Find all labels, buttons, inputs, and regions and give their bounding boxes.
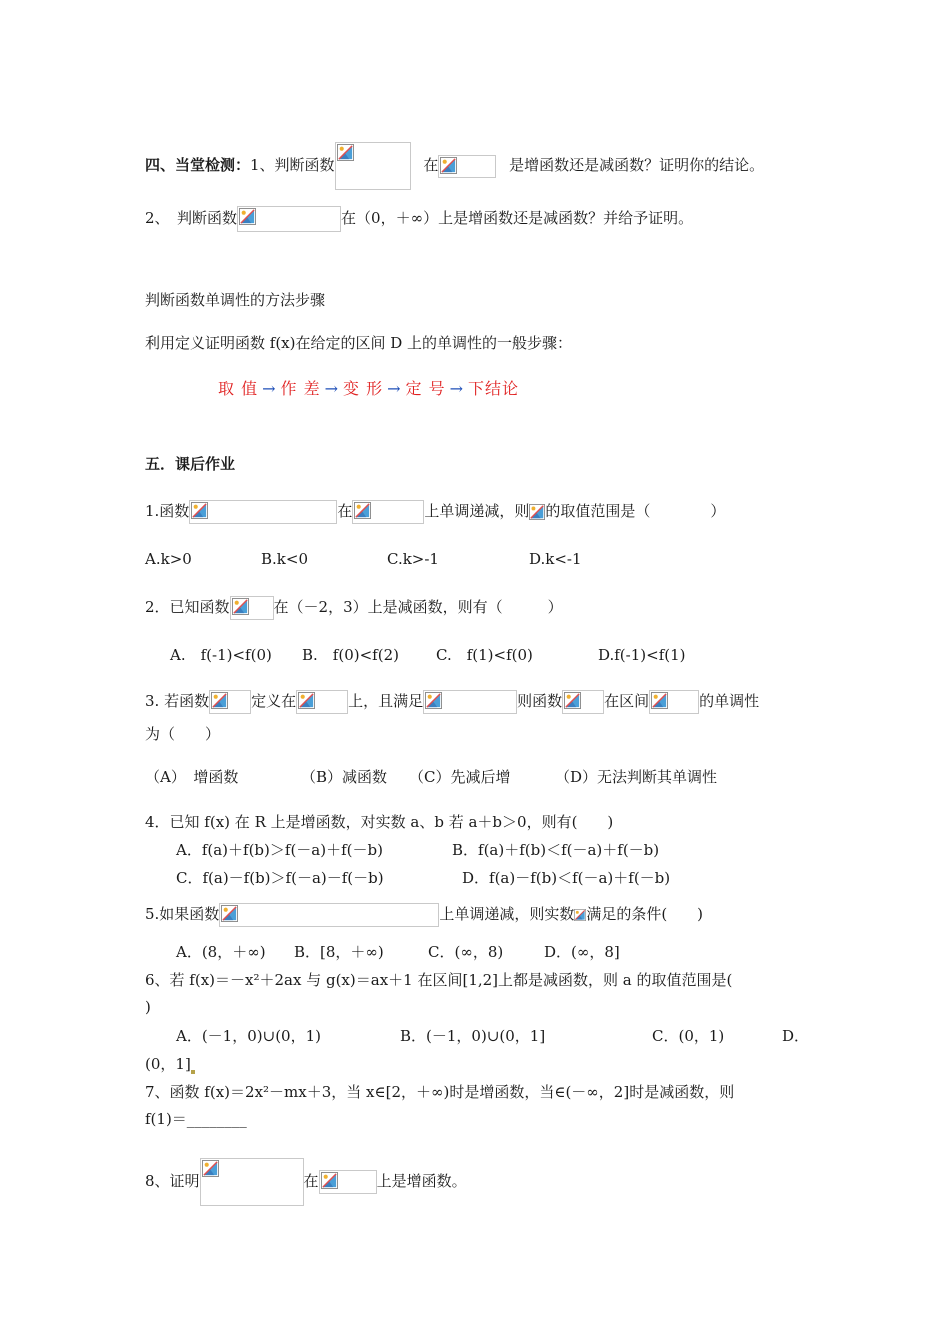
arrow-icon: → — [387, 379, 402, 398]
hw-q2-post: 在（－2，3）上是减函数，则有（ ） — [273, 598, 563, 616]
hw-q5 — [145, 903, 703, 927]
hw-q3-b: 上，且满足 — [348, 692, 424, 710]
interval-image — [296, 690, 348, 714]
option-c: C．(∞，8) — [428, 943, 504, 961]
option-b: （B）减函数 — [301, 768, 388, 786]
option-b: B．(－1，0)∪(0，1] — [400, 1027, 546, 1045]
method-desc: 利用定义证明函数 f(x)在给定的区间 D 上的单调性的一般步骤： — [145, 334, 573, 352]
hw-q3-e: 的单调性 — [699, 692, 760, 710]
option-d: D．(∞，8] — [544, 943, 620, 961]
condition-image — [423, 690, 517, 714]
hw-q3-line2: 为（ ） — [145, 725, 221, 743]
hw-q8-pre: 8、证明 — [145, 1172, 200, 1190]
formula-image — [209, 690, 251, 714]
step-3: 变 形 — [343, 379, 384, 398]
q2-post: 在（0，＋∞）上是增函数还是减函数？并给予证明。 — [341, 209, 694, 227]
broken-image-icon — [337, 144, 354, 161]
q2-pre: 2、 判断函数 — [145, 209, 238, 227]
hw-q3-d: 在区间 — [604, 692, 650, 710]
option-b: B.k<0 — [261, 550, 308, 568]
broken-image-icon — [232, 598, 249, 615]
hw-q3-pre: 3. 若函数 — [145, 692, 210, 710]
formula-image — [335, 142, 411, 190]
option-c: C．(0，1) — [652, 1027, 725, 1045]
broken-image-icon — [202, 1160, 219, 1177]
hw-q8-post: 上是增函数。 — [376, 1172, 467, 1190]
arrow-icon: → — [449, 379, 464, 398]
step-5: 下结论 — [468, 379, 520, 398]
broken-image-icon — [425, 692, 442, 709]
hw-q2 — [145, 596, 563, 620]
option-d: （D）无法判断其单调性 — [555, 768, 718, 786]
option-b: B．[8，＋∞) — [294, 943, 384, 961]
hw-q3-a: 定义在 — [251, 692, 297, 710]
section4-q1 — [145, 142, 764, 190]
hw-q2-pre: 2．已知函数 — [145, 598, 230, 616]
q1-pre: 1、判断函数 — [250, 156, 335, 174]
broken-image-icon — [321, 1172, 338, 1189]
option-a: （A） 增函数 — [145, 768, 239, 786]
hw-q5-post2: 满足的条件( ) — [586, 905, 704, 923]
hw-q1-mid: 在 — [337, 502, 353, 520]
hw-q6: 6、若 f(x)＝－x²＋2ax 与 g(x)＝ax＋1 在区间[1,2]上都是减函数，则 a 的取值范围是( — [145, 971, 733, 989]
option-a: A．f(a)＋f(b)＞f(－a)＋f(－b) — [176, 841, 383, 859]
option-c: C．f(a)－f(b)＞f(－a)－f(－b) — [176, 869, 384, 887]
q1-post: 是增函数还是减函数？证明你的结论。 — [509, 156, 765, 174]
option-c: （C）先减后增 — [409, 768, 511, 786]
broken-image-icon — [221, 905, 238, 922]
interval-image — [319, 1170, 377, 1194]
hw-q6-line4 — [145, 1054, 195, 1074]
hw-q7: 7、函数 f(x)＝2x²－mx＋3，当 x∈[2，＋∞)时是增函数，当∈(－∞，2]时是减函数，则 — [145, 1083, 735, 1101]
hw-q7-line2: f(1)＝________ — [145, 1110, 247, 1128]
section4-title: 四、当堂检测： — [145, 156, 251, 174]
formula-image — [230, 596, 274, 620]
interval-image — [352, 500, 424, 524]
method-heading: 判断函数单调性的方法步骤 — [145, 291, 326, 309]
broken-image-icon — [440, 157, 457, 174]
hw-q3-c: 则函数 — [517, 692, 563, 710]
formula-image — [189, 500, 337, 524]
option-d: D．f(a)－f(b)＜f(－a)＋f(－b) — [462, 869, 671, 887]
step-4: 定 号 — [405, 379, 446, 398]
formula-image — [200, 1158, 304, 1206]
hw-q8 — [145, 1158, 467, 1206]
hw-q1-options — [145, 549, 582, 569]
hw-q1-pre: 1.函数 — [145, 502, 190, 520]
marker-dot — [191, 1070, 195, 1074]
q1-mid: 在 — [423, 156, 439, 174]
option-a: A．(－1，0)∪(0，1) — [176, 1027, 321, 1045]
hw-q6-options — [176, 1026, 809, 1046]
broken-image-icon — [211, 692, 228, 709]
option-c: C.k>-1 — [387, 550, 439, 568]
step-1: 取 值 — [218, 379, 259, 398]
arrow-icon: → — [324, 379, 339, 398]
hw-q1-post: 的取值范围是（ ） — [545, 502, 726, 520]
interval-image — [438, 155, 496, 178]
arrow-icon: → — [262, 379, 277, 398]
formula-image — [219, 903, 439, 927]
broken-image-icon — [239, 208, 256, 225]
option-b: B. f(0)<f(2) — [302, 646, 399, 664]
method-steps — [218, 376, 519, 399]
hw-q5-options — [176, 942, 620, 962]
broken-image-icon — [354, 502, 371, 519]
option-a: A. f(-1)<f(0) — [170, 646, 272, 664]
broken-image-icon — [298, 692, 315, 709]
broken-image-icon — [564, 692, 581, 709]
option-a: A.k>0 — [145, 550, 192, 568]
hw-q4-row1 — [176, 840, 659, 860]
broken-image-icon — [651, 692, 668, 709]
hw-q1-mid2: 上单调递减，则 — [424, 502, 530, 520]
hw-q1 — [145, 500, 725, 524]
hw-q4-row2 — [176, 868, 670, 888]
hw-q3 — [145, 690, 759, 714]
hw-q5-post: 上单调递减，则实数 — [439, 905, 575, 923]
broken-image-icon — [191, 502, 208, 519]
option-d: D.f(-1)<f(1) — [598, 646, 686, 664]
broken-image-icon — [574, 909, 586, 921]
section4-q2 — [145, 206, 693, 232]
hw-q4: 4．已知 f(x) 在 R 上是增函数，对实数 a、b 若 a＋b＞0，则有( ) — [145, 813, 614, 831]
option-d: D． — [782, 1027, 810, 1045]
hw-q3-options — [145, 767, 717, 787]
broken-image-icon — [529, 504, 545, 520]
hw-q8-mid: 在 — [303, 1172, 319, 1190]
option-d: D.k<-1 — [529, 550, 582, 568]
interval-image — [649, 690, 699, 714]
option-d-value: (0，1] — [145, 1055, 191, 1073]
option-b: B．f(a)＋f(b)＜f(－a)＋f(－b) — [452, 841, 660, 859]
hw-q6-line2: ) — [145, 998, 151, 1016]
option-c: C. f(1)<f(0) — [436, 646, 533, 664]
step-2: 作 差 — [280, 379, 321, 398]
formula-image — [237, 206, 341, 232]
hw-q5-pre: 5.如果函数 — [145, 905, 220, 923]
formula-image — [562, 690, 604, 714]
hw-q2-options — [170, 645, 686, 665]
option-a: A．(8，＋∞) — [176, 943, 266, 961]
section5-title: 五．课后作业 — [145, 455, 236, 473]
